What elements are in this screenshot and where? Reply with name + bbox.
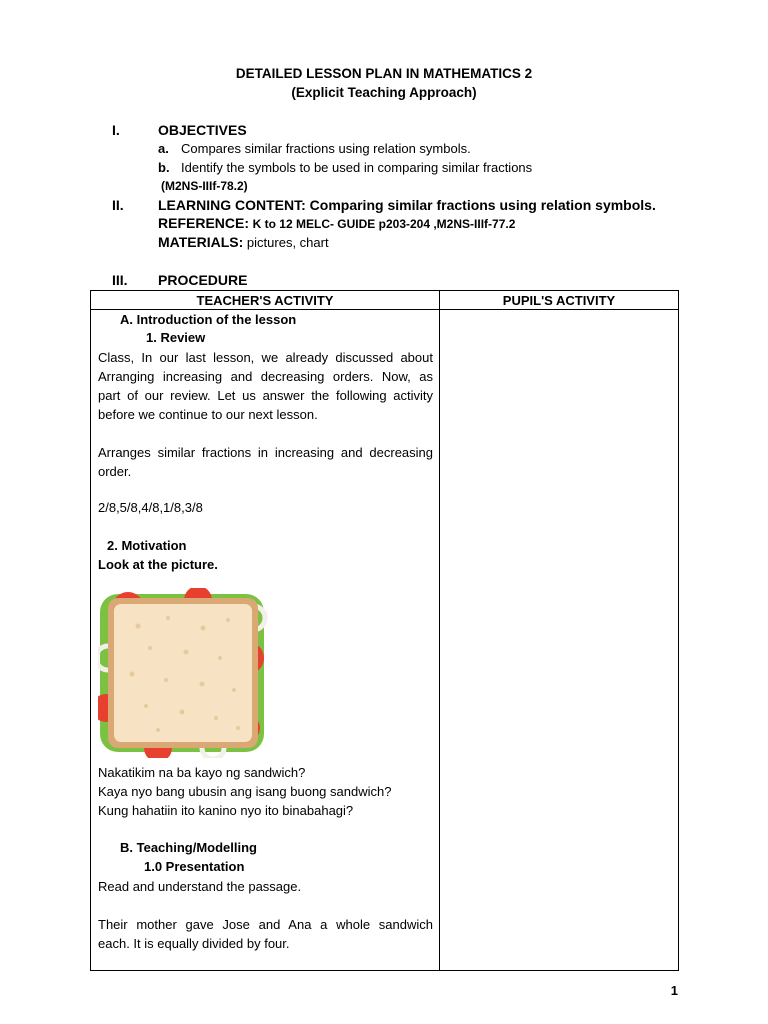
section-a-heading: A. Introduction of the lesson	[120, 312, 297, 327]
question-line: Kaya nyo bang ubusin ang isang buong sandwich?	[98, 784, 392, 799]
review-line: Class, In our last lesson, we already discussed about	[98, 350, 433, 365]
learning-heading: LEARNING CONTENT: Comparing similar fractions using relation symbols.	[158, 197, 656, 213]
materials-label: MATERIALS:	[158, 234, 244, 250]
document-subtitle: (Explicit Teaching Approach)	[291, 85, 477, 100]
review-line: part of our review. Let us answer the following activity	[98, 388, 433, 403]
arrange-line: Arranges similar fractions in increasing and decreasing	[98, 445, 433, 460]
review-paragraph	[98, 348, 433, 424]
passage-line: Their mother gave Jose and Ana a whole sandwich	[98, 917, 433, 932]
sandwich-picture	[98, 588, 268, 758]
reference-line	[158, 215, 515, 231]
materials-text: pictures, chart	[246, 235, 329, 250]
question-line: Nakatikim na ba kayo ng sandwich?	[98, 765, 306, 780]
objectives-heading: OBJECTIVES	[158, 122, 247, 138]
activity-table	[90, 290, 679, 971]
reference-text: K to 12 MELC- GUIDE p203-204 ,M2NS-IIIf-77.2	[252, 217, 516, 231]
review-line: Arranging increasing and decreasing orders. Now, as	[98, 369, 433, 384]
fraction-list: 2/8,5/8,4/8,1/8,3/8	[98, 500, 203, 515]
procedure-numeral: III.	[112, 272, 128, 288]
motivation-heading: 2. Motivation	[107, 538, 187, 553]
pupil-activity-cell	[440, 310, 679, 971]
sandwich-bread	[114, 604, 252, 742]
section-b-heading: B. Teaching/Modelling	[120, 840, 257, 855]
objective-b-label: b.	[158, 160, 170, 175]
objectives-numeral: I.	[112, 122, 120, 138]
presentation-heading: 1.0 Presentation	[144, 859, 245, 874]
objective-b-text: Identify the symbols to be used in comparing similar fractions	[181, 160, 533, 175]
learning-numeral: II.	[112, 197, 124, 213]
objective-a-label: a.	[158, 141, 169, 156]
materials-line	[158, 234, 329, 250]
review-heading: 1. Review	[146, 330, 206, 345]
read-instruction: Read and understand the passage.	[98, 879, 302, 894]
document-title: DETAILED LESSON PLAN IN MATHEMATICS 2	[235, 66, 533, 81]
pupil-activity-header: PUPIL'S ACTIVITY	[440, 291, 679, 310]
arrange-line: order.	[98, 464, 132, 479]
procedure-heading: PROCEDURE	[158, 272, 248, 288]
page-number: 1	[670, 983, 678, 998]
objective-code: (M2NS-IIIf-78.2)	[161, 179, 248, 193]
teacher-activity-cell	[91, 310, 440, 971]
teacher-activity-header: TEACHER'S ACTIVITY	[91, 291, 440, 310]
reference-label: REFERENCE:	[158, 215, 250, 231]
passage-paragraph	[98, 915, 433, 953]
review-line: before we continue to our next lesson.	[98, 407, 318, 422]
question-line: Kung hahatiin ito kanino nyo ito binabahagi?	[98, 803, 354, 818]
objective-a-text: Compares similar fractions using relation symbols.	[181, 141, 471, 156]
passage-line: each. It is equally divided by four.	[98, 936, 290, 951]
table-header-row	[91, 291, 679, 310]
arrange-paragraph	[98, 443, 433, 481]
table-body-row	[91, 310, 679, 971]
look-instruction: Look at the picture.	[98, 557, 218, 572]
